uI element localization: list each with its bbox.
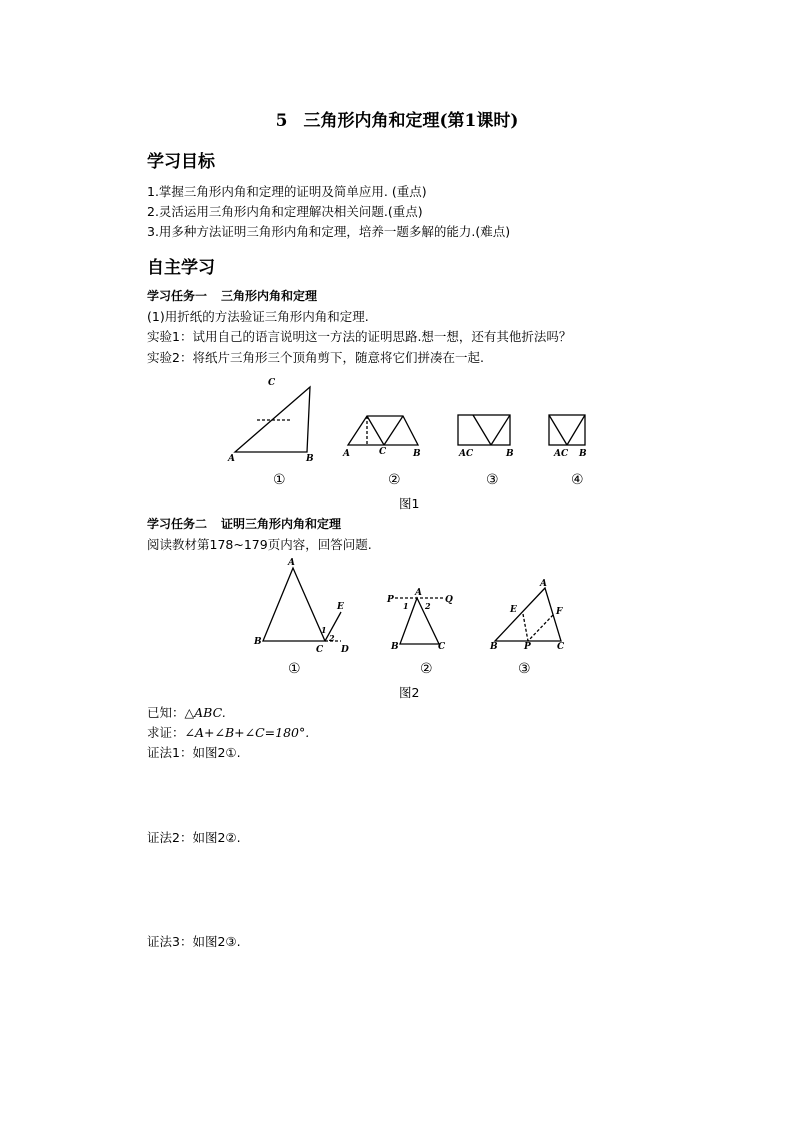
figure-1-diagram [220, 372, 600, 464]
point-label: AC [459, 449, 474, 459]
figure2-triangle-3 [495, 588, 561, 641]
figure1-folded-2 [348, 416, 418, 445]
section-heading-objectives: 学习目标 [147, 152, 215, 172]
angle-label: 2 [425, 601, 431, 611]
prove-label: 求证： [147, 725, 185, 740]
angle-label: 1 [321, 625, 327, 635]
point-label: Q [445, 595, 453, 605]
point-label: C [268, 378, 276, 388]
figure2-sublabel: ① [288, 661, 301, 677]
figure2-caption: 图2 [399, 685, 420, 700]
objective-item: 3.用多种方法证明三角形内角和定理，培养一题多解的能力.(难点) [147, 224, 511, 239]
point-label: A [415, 588, 422, 598]
task1-line: 实验2：将纸片三角形三个顶角剪下，随意将它们拼凑在一起. [147, 350, 484, 365]
point-label: F [556, 607, 563, 617]
point-label: AC [554, 449, 569, 459]
given-label: 已知： [147, 705, 185, 720]
figure2-triangle-1 [263, 568, 341, 641]
point-label: B [254, 637, 262, 647]
point-label: B [506, 449, 514, 459]
point-label: C [557, 642, 565, 652]
point-label: C [316, 645, 324, 655]
figure-2-diagram [245, 555, 585, 659]
point-label: P [524, 642, 531, 652]
point-label: A [228, 454, 235, 464]
figure1-sublabel: ③ [486, 472, 499, 488]
task1-line: (1)用折纸的方法验证三角形内角和定理. [147, 309, 369, 324]
objective-item: 2.灵活运用三角形内角和定理解决相关问题.(重点) [147, 204, 423, 219]
figure1-caption: 图1 [399, 496, 420, 511]
task2-title: 证明三角形内角和定理 [221, 517, 342, 531]
point-label: C [379, 447, 387, 457]
proof-method-2: 证法2：如图2②. [147, 830, 241, 845]
task2-intro: 阅读教材第178~179页内容，回答问题. [147, 537, 372, 552]
point-label: P [387, 595, 394, 605]
given-line [147, 703, 226, 721]
figure1-sublabel: ② [388, 472, 401, 488]
task1-label: 学习任务一 [147, 289, 208, 303]
task2-label: 学习任务二 [147, 517, 208, 531]
proof-method-1: 证法1：如图2①. [147, 745, 241, 760]
proof-method-3: 证法3：如图2③. [147, 934, 241, 949]
section-heading-self-study: 自主学习 [147, 258, 215, 278]
figure2-sublabel: ② [420, 661, 433, 677]
point-label: D [341, 645, 349, 655]
point-label: A [288, 558, 295, 568]
point-label: B [413, 449, 421, 459]
point-label: B [306, 454, 314, 464]
point-label: A [540, 579, 547, 589]
point-label: B [391, 642, 399, 652]
figure1-sublabel: ④ [571, 472, 584, 488]
figure1-folded-4 [549, 415, 585, 445]
point-label: A [343, 449, 350, 459]
given-value: △ABC. [184, 705, 226, 720]
angle-label: 2 [329, 633, 335, 643]
point-label: C [438, 642, 446, 652]
point-label: B [490, 642, 498, 652]
objective-item: 1.掌握三角形内角和定理的证明及简单应用. (重点) [147, 184, 427, 199]
figure2-sublabel: ③ [518, 661, 531, 677]
figure1-sublabel: ① [273, 472, 286, 488]
angle-label: 1 [403, 601, 409, 611]
point-label: E [510, 605, 517, 615]
figure1-triangle-1 [235, 387, 310, 452]
task2-heading [147, 515, 341, 532]
task1-title: 三角形内角和定理 [221, 289, 318, 303]
prove-value: ∠A+∠B+∠C=180°. [184, 725, 310, 740]
page-title [0, 106, 794, 131]
point-label: E [337, 602, 344, 612]
task1-line: 实验1：试用自己的语言说明这一方法的证明思路.想一想，还有其他折法吗？ [147, 329, 572, 344]
task1-heading [147, 287, 317, 304]
prove-line [147, 723, 309, 741]
point-label: B [579, 449, 587, 459]
figure1-folded-3 [458, 415, 510, 445]
lesson-number: 5 [275, 111, 288, 131]
lesson-title: 三角形内角和定理(第1课时) [303, 111, 519, 131]
